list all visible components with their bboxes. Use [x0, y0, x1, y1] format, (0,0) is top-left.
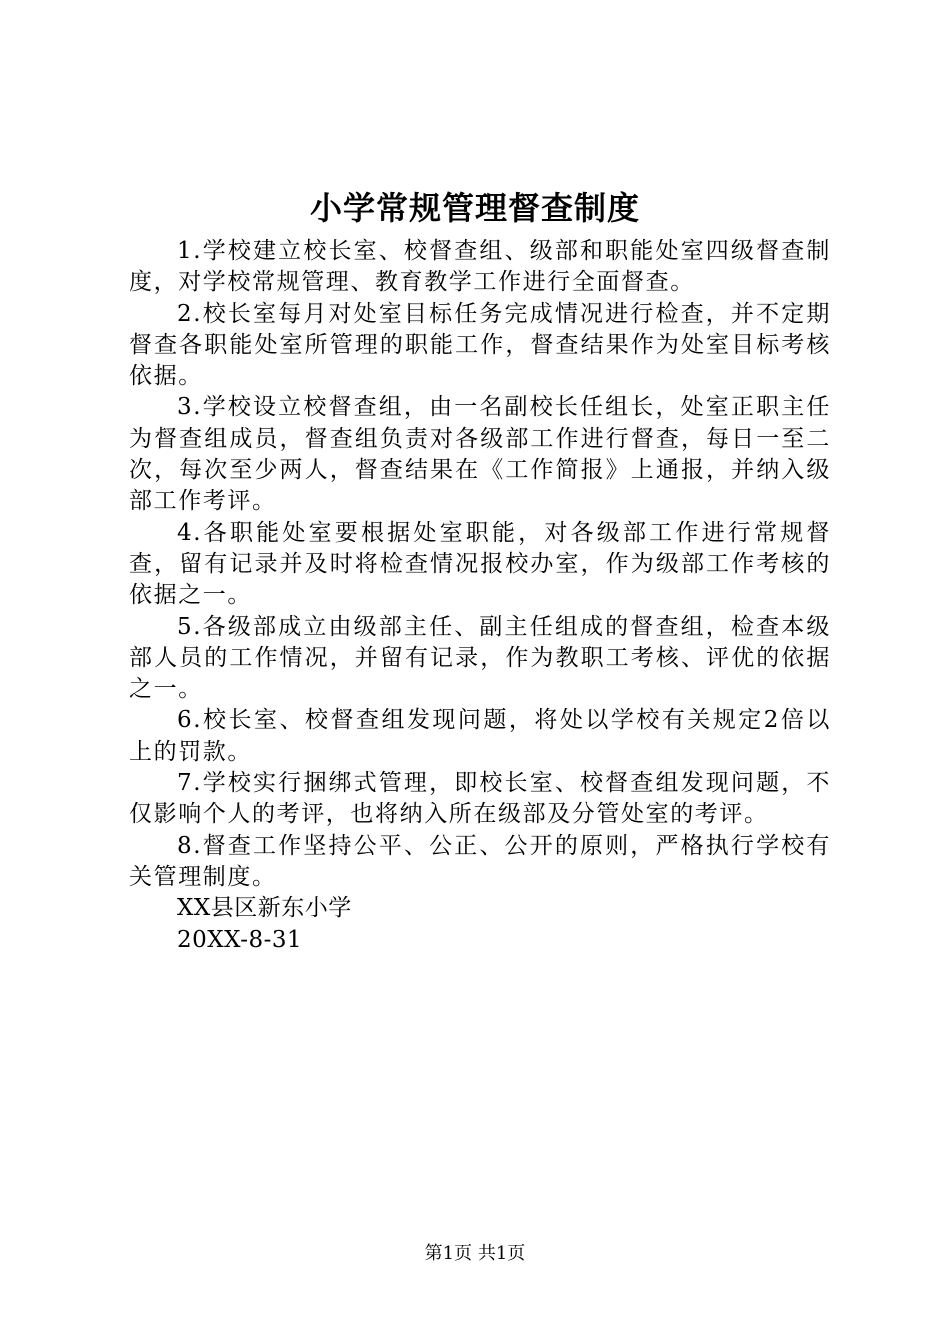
paragraph-6: 6.校长室、校督查组发现问题，将处以学校有关规定2倍以上的罚款。 [129, 707, 831, 765]
document-body [129, 236, 831, 956]
paragraph-8: 8.督查工作坚持公平、公正、公开的原则，严格执行学校有关管理制度。 [129, 832, 831, 890]
document-title: 小学常规管理督查制度 [309, 189, 640, 227]
paragraph-2: 2.校长室每月对处室目标任务完成情况进行检查，并不定期督查各职能处室所管理的职能工作，督查结果作为处室目标考核依据。 [129, 300, 831, 390]
paragraph-5: 5.各级部成立由级部主任、副主任组成的督查组，检查本级部人员的工作情况，并留有记录，作为教职工考核、评优的依据之一。 [129, 613, 831, 703]
page-footer: 第1页 共1页 [424, 1243, 526, 1264]
signature-date: 20XX-8-31 [177, 926, 303, 953]
paragraph-3: 3.学校设立校督查组，由一名副校长任组长，处室正职主任为督查组成员，督查组负责对各级部工作进行督查，每日一至二次，每次至少两人，督查结果在《工作简报》上通报，并纳入级部工作考评。 [129, 394, 831, 515]
signature-school: XX县区新东小学 [177, 895, 352, 922]
paragraph-4: 4.各职能处室要根据处室职能，对各级部工作进行常规督查，留有记录并及时将检查情况报校办室，作为级部工作考核的依据之一。 [129, 519, 831, 609]
paragraph-7: 7.学校实行捆绑式管理，即校长室、校督查组发现问题，不仅影响个人的考评，也将纳入所在级部及分管处室的考评。 [129, 770, 831, 828]
paragraph-1: 1.学校建立校长室、校督查组、级部和职能处室四级督查制度，对学校常规管理、教育教学工作进行全面督查。 [129, 238, 831, 296]
